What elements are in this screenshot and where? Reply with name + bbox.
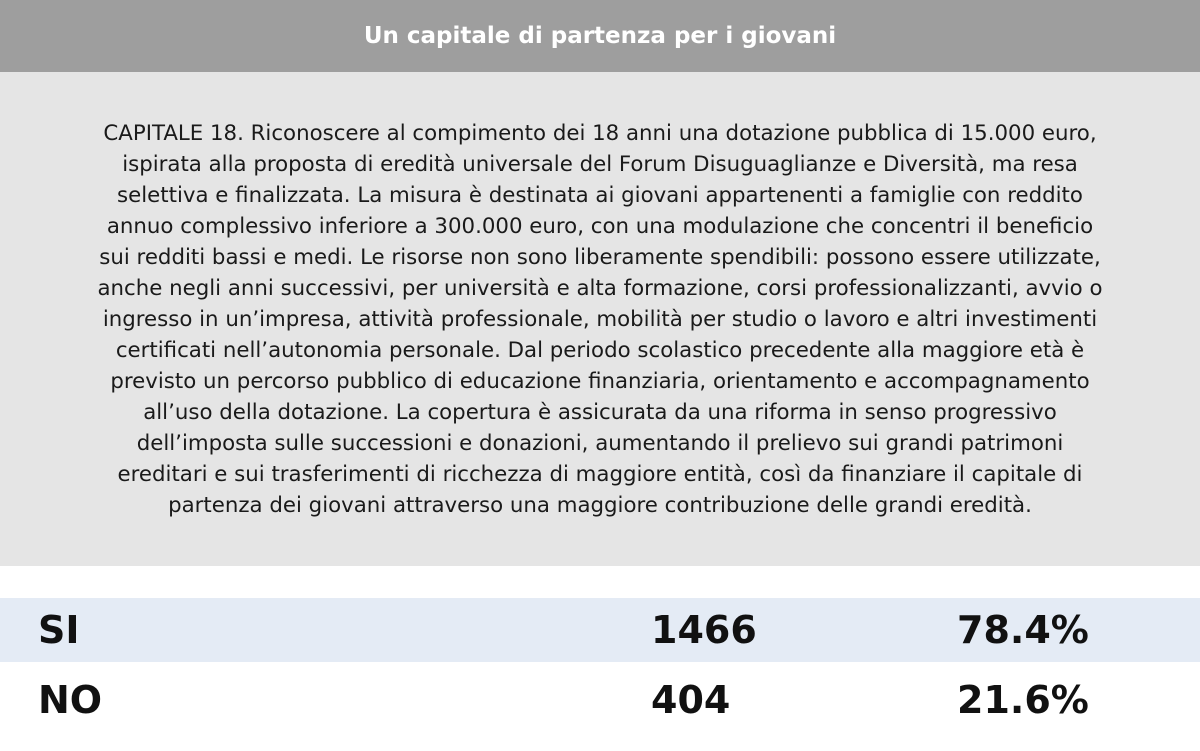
proposal-line: selettiva e finalizzata. La misura è destinata ai giovani appartenenti a famiglie con reddito — [117, 183, 1083, 208]
result-count: 1466 — [651, 608, 757, 652]
result-row-no — [0, 668, 1200, 732]
proposal-line: ereditari e sui trasferimenti di ricchezza di maggiore entità, così da finanziare il capitale di — [117, 462, 1083, 487]
proposal-line: CAPITALE 18. Riconoscere al compimento dei 18 anni una dotazione pubblica di 15.000 euro, — [103, 121, 1097, 146]
poll-title-bar — [0, 0, 1200, 72]
proposal-line: ispirata alla proposta di eredità universale del Forum Disuguaglianze e Diversità, ma resa — [122, 152, 1078, 177]
proposal-line: partenza dei giovani attraverso una maggiore contribuzione delle grandi eredità. — [168, 493, 1032, 518]
result-row-si — [0, 598, 1200, 662]
proposal-text — [0, 118, 1200, 521]
proposal-line: ingresso in un’impresa, attività professionale, mobilità per studio o lavoro e altri investimenti — [102, 307, 1098, 332]
result-label: NO — [38, 678, 103, 722]
proposal-line: all’uso della dotazione. La copertura è assicurata da una riforma in senso progressivo — [143, 400, 1057, 425]
result-percent: 21.6% — [957, 678, 1089, 722]
poll-title: Un capitale di partenza per i giovani — [363, 23, 837, 49]
proposal-line: certificati nell’autonomia personale. Dal periodo scolastico precedente alla maggiore età è — [115, 338, 1085, 363]
result-label: SI — [38, 608, 80, 652]
proposal-line: sui redditi bassi e medi. Le risorse non sono liberamente spendibili: possono essere utilizzate, — [99, 245, 1101, 270]
result-percent: 78.4% — [957, 608, 1089, 652]
proposal-line: anche negli anni successivi, per università e alta formazione, corsi professionalizzanti, avvio o — [97, 276, 1103, 301]
proposal-line: previsto un percorso pubblico di educazione finanziaria, orientamento e accompagnamento — [110, 369, 1090, 394]
proposal-panel — [0, 72, 1200, 566]
result-count: 404 — [651, 678, 731, 722]
proposal-line: annuo complessivo inferiore a 300.000 euro, con una modulazione che concentri il beneficio — [106, 214, 1094, 239]
proposal-line: dell’imposta sulle successioni e donazioni, aumentando il prelievo sui grandi patrimoni — [136, 431, 1064, 456]
